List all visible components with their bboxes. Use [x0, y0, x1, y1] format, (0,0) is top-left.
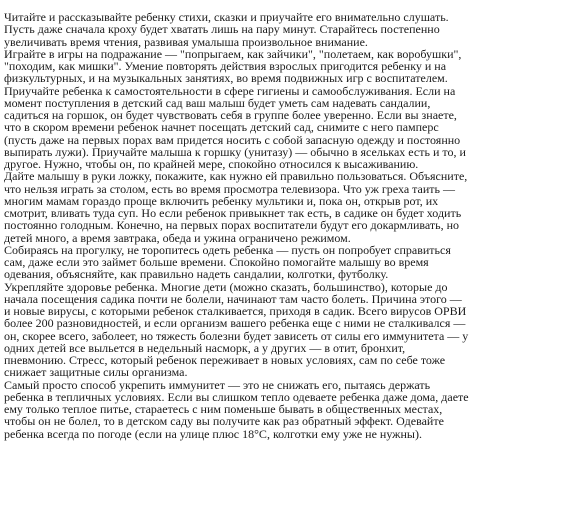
text-line: Пусть даже сначала кроху будет хватать лишь на пару минут. Старайтесь постепенно — [4, 22, 440, 37]
text-line: Укрепляйте здоровье ребенка. Многие дети (можно сказать, большинство), которые до — [4, 279, 448, 294]
text-line: "походим, как мишки". Умение повторять действия взрослых пригодится ребенку и на — [4, 59, 447, 73]
text-line: начала посещения садика почти не болели, начинают там часто болеть. Причина этого — — [4, 291, 462, 306]
text-line: Самый просто способ укрепить иммунитет — это не снижать его, пытаясь держать — [4, 377, 431, 392]
text-line: одевания, объясняйте, как правильно надеть сандалии, колготки, футболку. — [4, 267, 389, 282]
text-line: чтобы он не болел, то в детском саду вы получите как раз обратный эффект. Одевайте — [4, 414, 444, 429]
text-line: пневмонию. Стресс, который ребенок переживает в новых условиях, сам по себе тоже — [4, 353, 446, 367]
text-line: Читайте и рассказывайте ребенку стихи, сказки и приучайте его внимательно слушать. — [4, 10, 449, 24]
text-line: и новые вирусы, с которыми ребенок сталкивается, приходя в садик. Всего вирусов ОРВИ — [4, 304, 467, 318]
text-line: что в скором времени ребенок начнет посещать детский сад, снимите с него памперс — [4, 120, 439, 135]
text-line: другое. Нужно, чтобы он, по крайней мере, спокойно относился к высаживанию. — [4, 157, 419, 171]
text-line: момент поступления в детский сад ваш малыш будет уметь сам надевать сандалии, — [4, 95, 431, 110]
text-line: постоянно голодным. Конечно, на первых порах воспитатели будут его докармливать, но — [4, 218, 460, 233]
text-line: ребенка всегда по погоде (если на улице плюс 18°С, колготки ему уже не нужны). — [4, 426, 422, 441]
text-line: детей много, а время завтрака, обеда и ужина ограничено режимом. — [4, 230, 351, 245]
text-line: одних детей все выльется в недельный насморк, а у других — в отит, бронхит, — [4, 340, 406, 355]
text-line: смотрит, вливать туда суп. Но если ребенок привыкнет так есть, в садике он будет ходить — [4, 206, 462, 220]
text-line: Играйте в игры на подражание — "попрыгаем, как зайчики", "полетаем, как воробушки", — [4, 46, 462, 61]
text-line: он, скорее всего, заболеет, но тяжесть болезни будет зависеть от силы его иммунитета — у — [4, 328, 469, 343]
text-line: более 200 разновидностей, и если организм вашего ребенка еще с ними не сталкивался — — [4, 316, 466, 331]
document-text — [4, 11, 568, 440]
text-line: физкультурных, и на музыкальных занятиях, во время подвижных игр с воспитателем. — [4, 71, 448, 86]
text-line: Собираясь на прогулку, не торопитесь одеть ребенка — пусть он попробует справиться — [4, 242, 451, 257]
text-line: сам, даже если это займет больше времени. Спокойно помогайте малышу во время — [4, 255, 429, 269]
text-line: садиться на горшок, он будет чувствовать себя в группе более уверенно. Если вы знаете, — [4, 108, 457, 122]
text-line: (пусть даже на первых порах вам придется носить с собой запасную одежду и постоянно — [4, 132, 461, 147]
text-line: увеличивать время чтения, развивая умалыша произвольное внимание. — [4, 34, 368, 49]
text-line: ему только теплое питье, стараетесь с ним поменьше бывать в общественных местах, — [4, 402, 443, 416]
text-line: выпирать лужи). Приучайте малыша к горшку (унитазу) — обычно в ясельках есть и то, и — [4, 144, 466, 159]
text-line: снижает защитные силы организма. — [4, 365, 188, 380]
text-line: многим мамам гораздо проще включить ребенку мультики и, пока он, открыв рот, их — [4, 193, 439, 208]
text-line: ребенка в тепличных условиях. Если вы слишком тепло одеваете ребенка даже дома, даете — [4, 389, 469, 404]
text-line: что нельзя играть за столом, есть во время просмотра телевизора. Что уж греха таить — — [4, 181, 455, 196]
text-line: Приучайте ребенка к самостоятельности в сфере гигиены и самообслуживания. Если на — [4, 83, 456, 98]
text-line: Дайте малышу в руки ложку, покажите, как нужно ей правильно пользоваться. Объясните, — [4, 169, 468, 184]
